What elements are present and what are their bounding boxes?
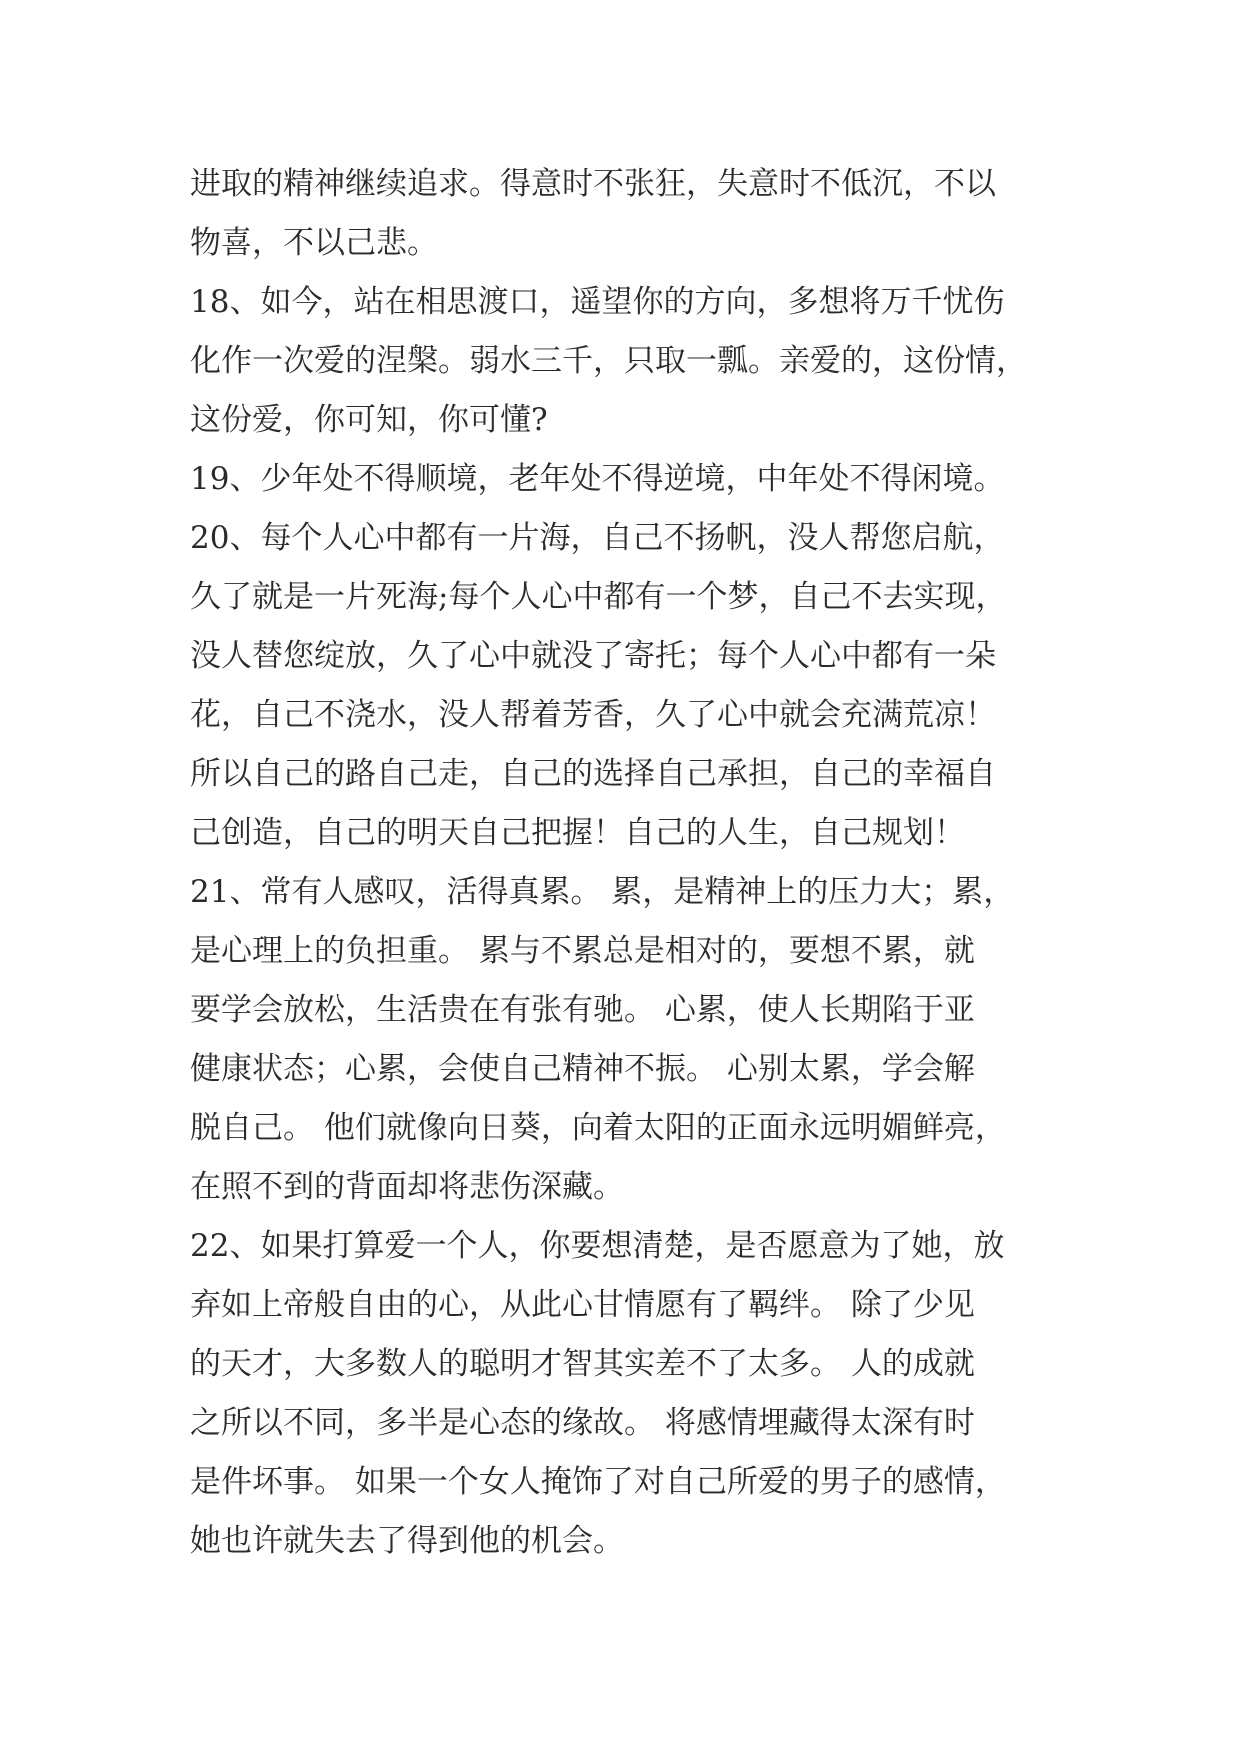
text-line: 22、如果打算爱一个人，你要想清楚，是否愿意为了她，放: [190, 1228, 1005, 1264]
text-line: 己创造，自己的明天自己把握！自己的人生，自己规划！: [190, 815, 965, 851]
text-line: 花，自己不浇水，没人帮着芳香，久了心中就会充满荒凉！: [190, 697, 996, 733]
text-line: 化作一次爱的涅槃。弱水三千，只取一瓢。亲爱的，这份情，: [190, 343, 1027, 379]
text-line: 的天才，大多数人的聪明才智其实差不了太多。 人的成就: [190, 1346, 975, 1382]
text-line: 所以自己的路自己走，自己的选择自己承担，自己的幸福自: [190, 756, 996, 792]
text-line: 健康状态；心累，会使自己精神不振。 心别太累，学会解: [190, 1051, 975, 1087]
text-line: 弃如上帝般自由的心，从此心甘情愿有了羁绊。 除了少见: [190, 1287, 975, 1323]
text-line: 在照不到的背面却将悲伤深藏。: [190, 1169, 624, 1205]
text-line: 她也许就失去了得到他的机会。: [190, 1523, 624, 1559]
text-line: 20、每个人心中都有一片海，自己不扬帆，没人帮您启航，: [190, 520, 1005, 556]
text-line: 物喜，不以己悲。: [190, 225, 438, 261]
text-line: 进取的精神继续追求。得意时不张狂，失意时不低沉，不以: [190, 166, 996, 202]
text-line: 是件坏事。 如果一个女人掩饰了对自己所爱的男子的感情，: [190, 1464, 1006, 1500]
text-line: 19、少年处不得顺境，老年处不得逆境，中年处不得闲境。: [190, 461, 1005, 497]
text-line: 脱自己。 他们就像向日葵，向着太阳的正面永远明媚鲜亮，: [190, 1110, 1006, 1146]
text-line: 久了就是一片死海;每个人心中都有一个梦，自己不去实现，: [190, 579, 1007, 615]
text-line: 之所以不同，多半是心态的缘故。 将感情埋藏得太深有时: [190, 1405, 975, 1441]
text-line: 是心理上的负担重。 累与不累总是相对的，要想不累，就: [190, 933, 975, 969]
text-line: 要学会放松，生活贵在有张有驰。 心累，使人长期陷于亚: [190, 992, 975, 1028]
text-line: 18、如今，站在相思渡口，遥望你的方向，多想将万千忧伤: [190, 284, 1005, 320]
text-line: 这份爱，你可知，你可懂?: [190, 402, 548, 438]
text-line: 没人替您绽放，久了心中就没了寄托；每个人心中都有一朵: [190, 638, 996, 674]
text-line: 21、常有人感叹，活得真累。 累，是精神上的压力大；累，: [190, 874, 1015, 910]
